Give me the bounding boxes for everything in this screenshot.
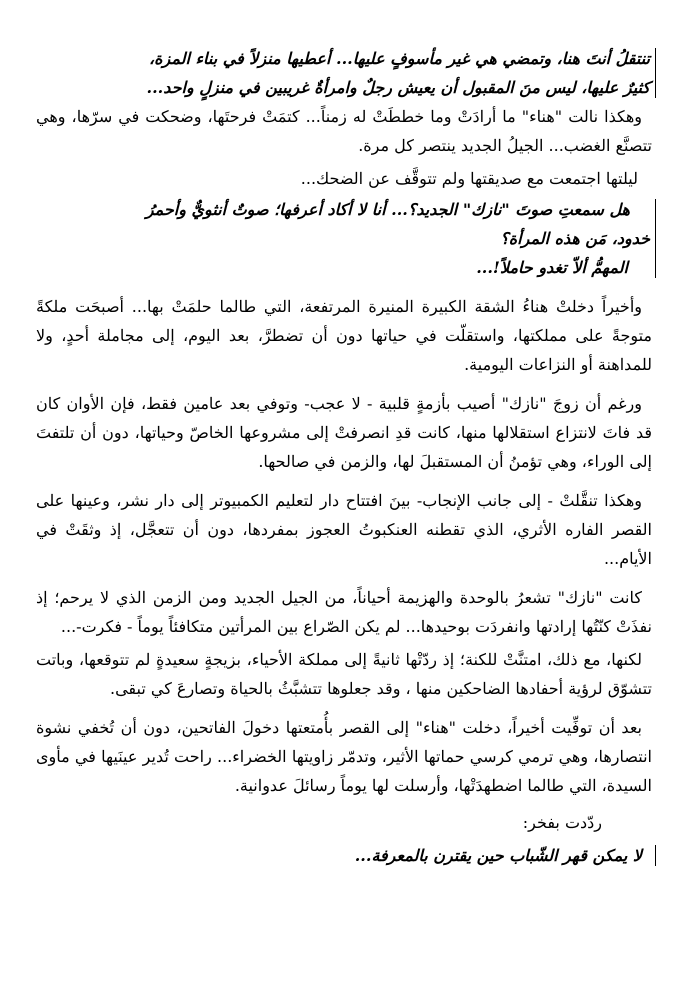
quote-line: كثيرٌ عليها، ليس منَ المقبول أن يعيش رجلٌ وامرأةٌ غريبين في منزلٍ واحد... [146, 78, 650, 97]
paragraph: وهكذا تنقَّلتْ - إلى جانب الإنجاب- بينَ افتتاح دار لتعليم الكمبيوتر إلى دار نشر، وعينها على القصر الفاره الأثري، الذي تقطنه العنكبوتُ العجوز بمفردها، دون أن تتعجَّل، إذ وثقَتْ في الأيام... [36, 491, 652, 568]
paragraph: ورغم أن زوجَ "نازك" أصيب بأزمةٍ قلبية - لا عجب- وتوفي بعد عامين فقط، فإن الأوان كان قد فاتَ لانتزاع استقلالها منها، كانت قدِ انصرفتْ إلى مشروعها الخاصّ وحياتها، دون أن تلتفتَ إلى الوراء، وهي تؤمنُ أن المستقبلَ لها، والزمن في صالحها. [36, 394, 652, 471]
paragraph: وهكذا نالت "هناء" ما أرادَتْ وما خططَتْ له زمناً... كتمَتْ فرحتَها، وضحكت في سرّها، وهي تتصنَّع الغضب... الجيلُ الجديد ينتصر كل مرة. [36, 107, 652, 155]
quote-bar [655, 48, 657, 98]
quote-block-3 [36, 841, 652, 870]
paragraph: ليلتها اجتمعت مع صديقتها ولم تتوقَّف عن الضحك... [300, 169, 638, 188]
quote-line: تنتقلُ أنتَ هنا، وتمضي هي غير مأسوفٍ عليها... أعطيها منزلاً في بناء المزة، [148, 49, 650, 68]
quote-block-1 [36, 44, 652, 102]
quote-line: خدود، مَن هذه المرأة؟ [500, 229, 650, 248]
paragraph: ردّدت بفخر: [522, 813, 602, 832]
paragraph: كانت "نازك" تشعرُ بالوحدة والهزيمة أحياناً، من الجيل الجديد ومن الزمن الذي لا يرحم؛ إذ نفذَتْ كنّتُها إرادتها وانفردَت بوحيدها... لم يكن الصّراع بين المرأتين متكافئاً يوماً - فكرت-... [36, 588, 652, 636]
paragraph: بعد أن توفِّيت أخيراً، دخلت "هناء" إلى القصر بأُمتعتها دخولَ الفاتحين، دون أن تُخفي نشوة انتصارها، وهي ترمي كرسي حماتها الأثير، وتدمّر زاويتها الخضراء... راحت تُدير عينَيها في مأوى السيدة، التي طالما اضطهدَتْها، وأرسلت لها يوماً رسائلَ عدوانية. [36, 718, 652, 795]
quote-line: المهمُّ ألاّ تغدو حاملاً!... [476, 258, 628, 277]
quote-line: هل سمعتِ صوتَ "نازك" الجديد؟... أنا لا أكاد أعرفها؛ صوتٌ أنثويٌّ وأحمرُ [145, 200, 630, 219]
paragraph: لكنها، مع ذلك، امتنَّتْ للكنة؛ إذ ردّتْها ثانيةً إلى مملكة الأحياء، بزيجةٍ سعيدةٍ لم تتوقعها، وباتت تتشوّق لرؤية أحفادها الضاحكين منها ، وقد جعلوها تتشبَّثُ بالحياة وتصارعَ كي تبقى. [36, 650, 652, 698]
document-page [36, 44, 652, 984]
paragraph: وأخيراً دخلتْ هناءُ الشقة الكبيرة المنيرة المرتفعة، التي طالما حلمَتْ بها... أصبحَت ملكةً متوجةً على مملكتها، واستقلّت في حياتها دون أن تضطرَّ، بعد اليوم، إلى مجاملة أحدٍ، ولا للمداهنة أو النزاعات اليومية. [36, 297, 652, 374]
quote-bar [655, 845, 657, 866]
quote-bar [655, 199, 657, 278]
quote-line: لا يمكن قهر الشّباب حين يقترن بالمعرفة... [354, 846, 642, 865]
quote-block-2 [36, 195, 652, 282]
